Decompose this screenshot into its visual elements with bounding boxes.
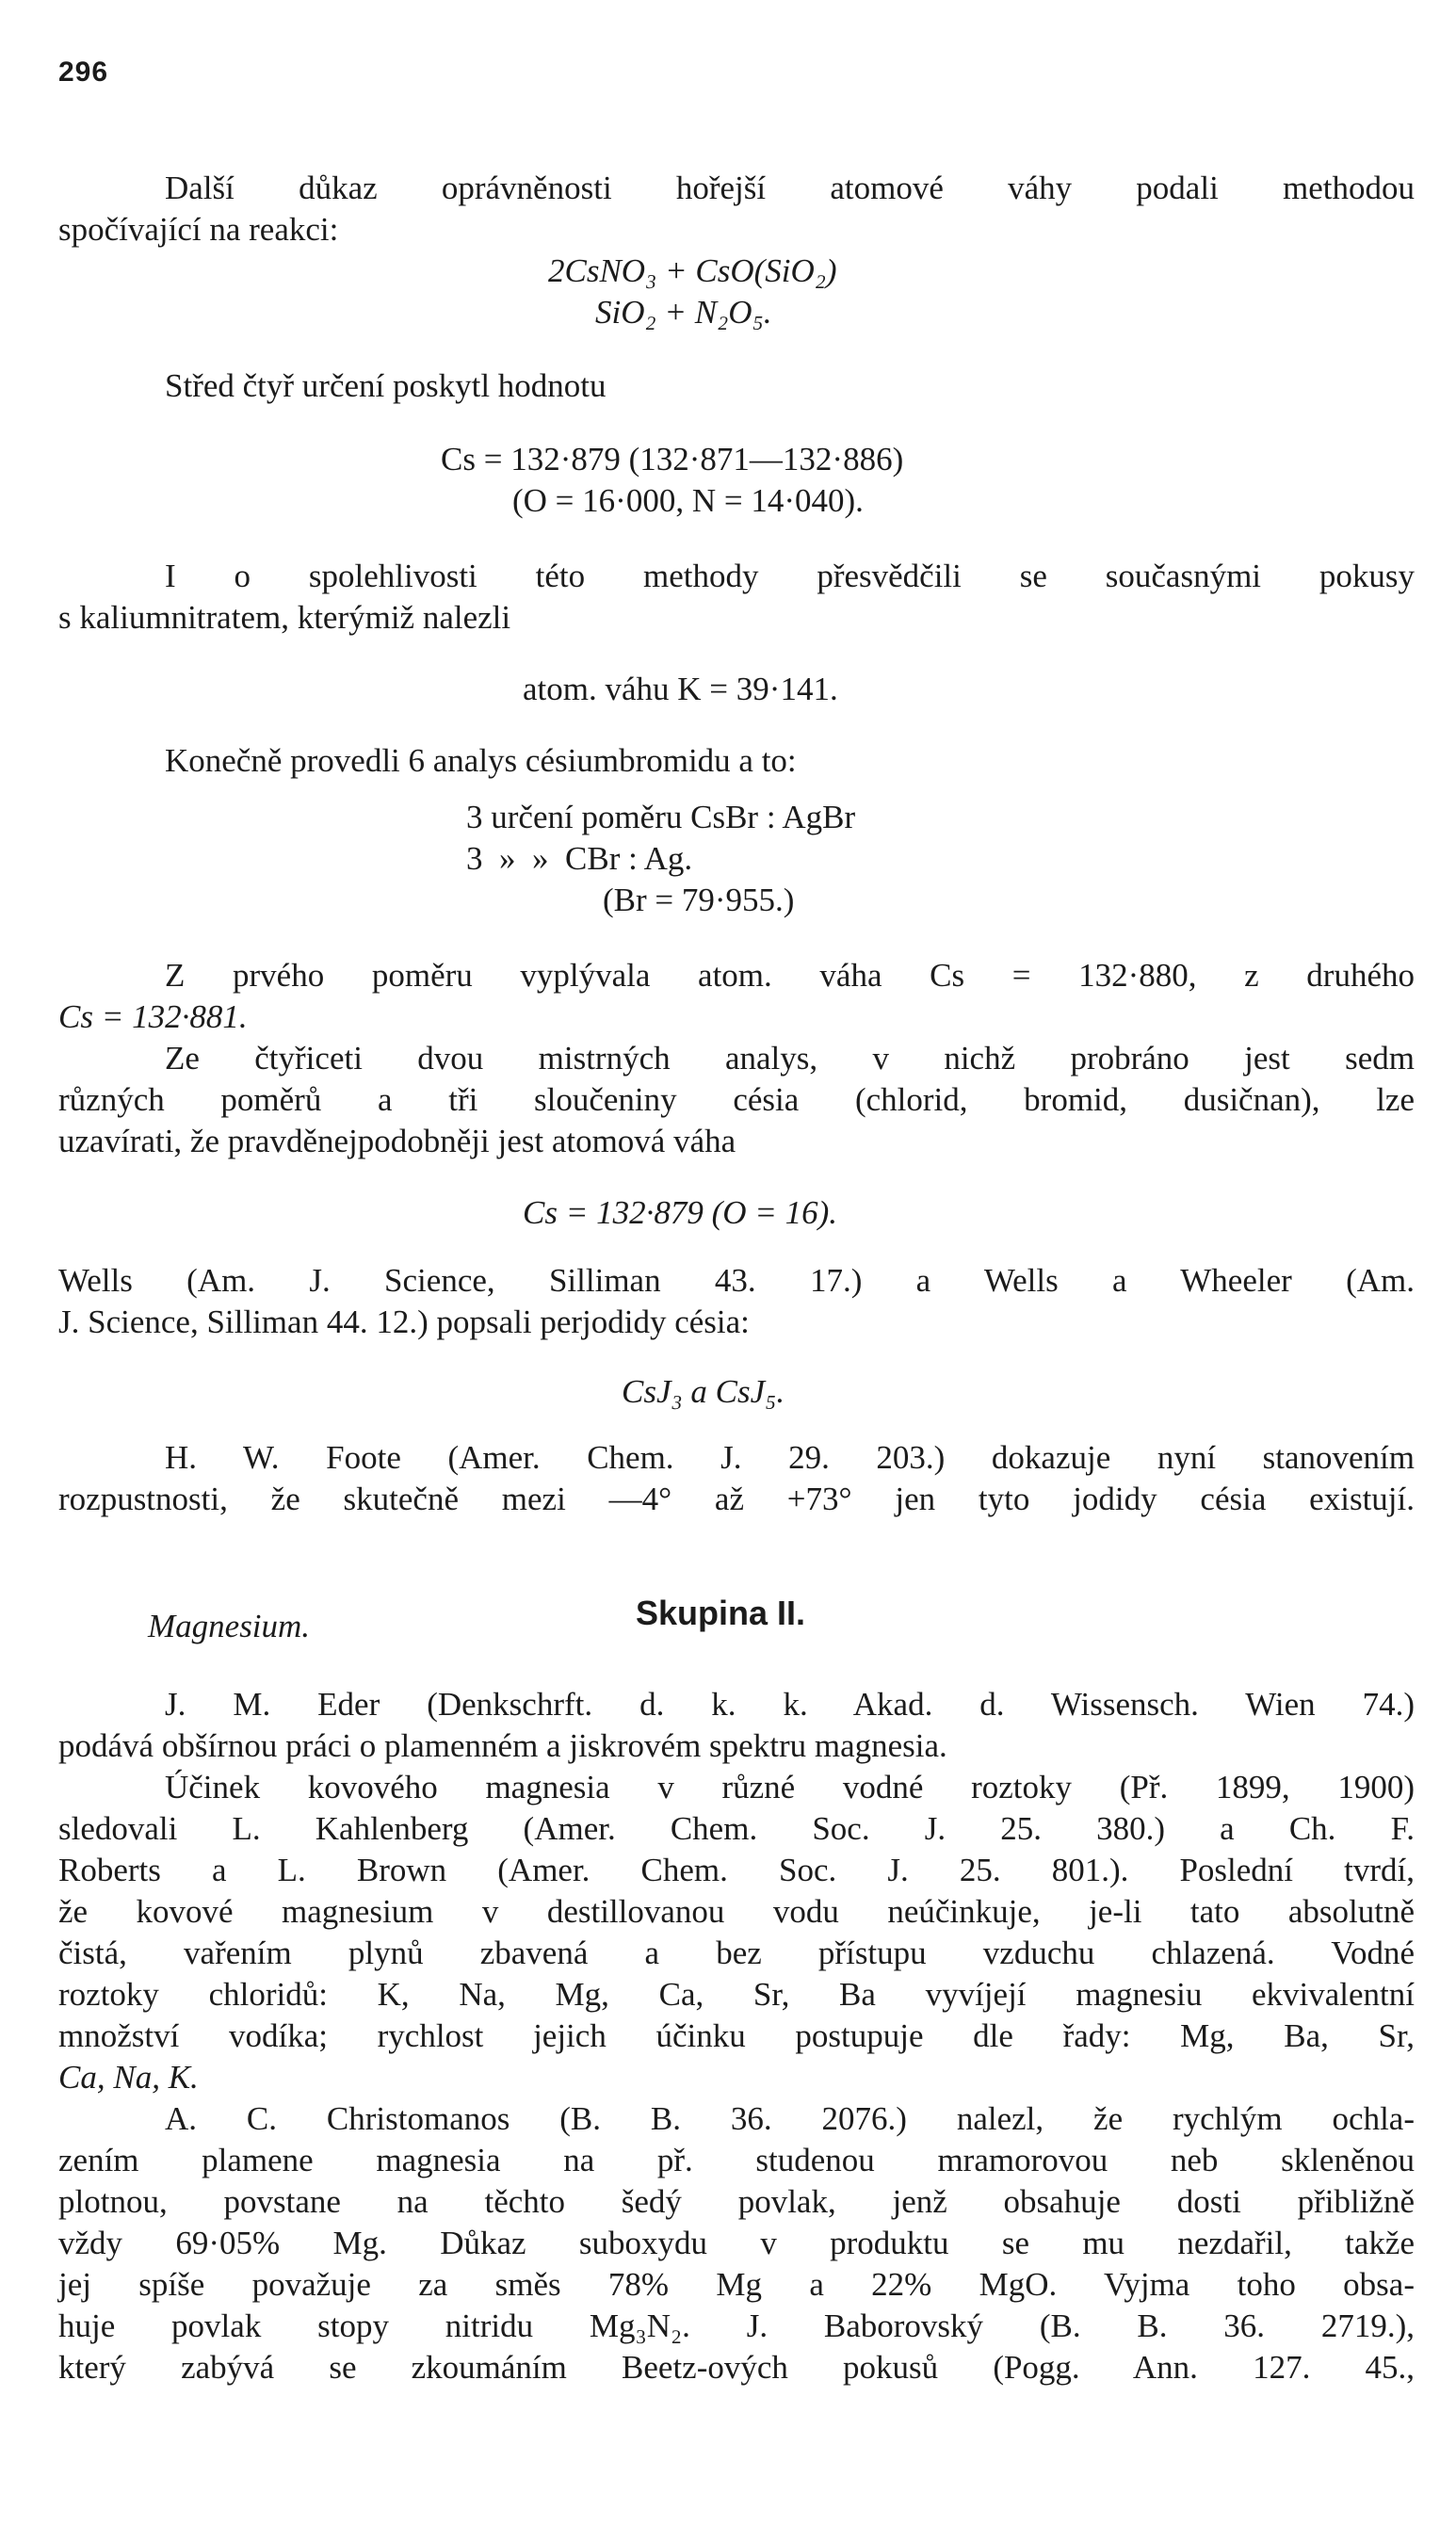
text-line: I o spolehlivosti této methody přesvědčili se současnými pokusy [165,558,1415,594]
formula-line: atom. váhu K = 39·141. [523,671,838,707]
text-line: zením plamene magnesia na př. studenou mramorovou neb skleněnou [58,2142,1415,2178]
text-line: roztoky chloridů: K, Na, Mg, Ca, Sr, Ba vyvíjejí magnesiu ekvivalentní [58,1976,1415,2013]
text-line: podává obšírnou práci o plamenném a jiskrovém spektru magnesia. [58,1727,947,1764]
text-line: uzavírati, že pravděnejpodobněji jest atomová váha [58,1123,736,1159]
formula-line: 3 určení poměru CsBr : AgBr [466,799,856,835]
text-line: spočívající na reakci: [58,211,339,248]
text-line: Ca, Na, K. [58,2059,199,2096]
text-line: který zabývá se zkoumáním Beetz-ových pokusů (Pogg. Ann. 127. 45., [58,2349,1415,2386]
text-line: Střed čtyř určení poskytl hodnotu [165,367,607,404]
text-line: huje povlak stopy nitridu Mg₃N₂. J. Baborovský (B. B. 36. 2719.), [58,2307,1415,2344]
text-line: čistá, vařením plynů zbavená a bez přístupu vzduchu chlazená. Vodné [58,1935,1415,1971]
text-line: plotnou, povstane na těchto šedý povlak, jenž obsahuje dosti přibližně [58,2183,1415,2220]
text-line: s kaliumnitratem, kterýmiž nalezli [58,599,511,636]
text-line: Wells (Am. J. Science, Silliman 43. 17.) a Wells a Wheeler (Am. [58,1262,1415,1299]
text-line: že kovové magnesium v destillovanou vodu neúčinkuje, je-li tato absolutně [58,1893,1415,1930]
element-heading: Magnesium. [148,1608,311,1644]
section-heading: Skupina II. [636,1594,806,1632]
text-line: různých poměrů a tři sloučeniny césia (chlorid, bromid, dusičnan), lze [58,1081,1415,1118]
page-number: 296 [58,57,109,88]
formula-line: 2CsNO₃ + CsO(SiO₂) [548,252,837,289]
text-line: Ze čtyřiceti dvou mistrných analys, v nichž probráno jest sedm [165,1040,1415,1077]
text-line: množství vodíka; rychlost jejich účinku postupuje dle řady: Mg, Ba, Sr, [58,2017,1415,2054]
text-line: J. M. Eder (Denkschrft. d. k. k. Akad. d. Wissensch. Wien 74.) [165,1686,1415,1723]
text-line: A. C. Christomanos (B. B. 36. 2076.) nalezl, že rychlým ochla- [165,2100,1415,2137]
formula-line: (O = 16·000, N = 14·040). [512,482,864,519]
text-line: Další důkaz oprávněnosti hořejší atomové váhy podali methodou [165,170,1415,206]
text-line: jej spíše považuje za směs 78% Mg a 22% MgO. Vyjma toho obsa- [58,2266,1415,2303]
text-line: Roberts a L. Brown (Amer. Chem. Soc. J. 25. 801.). Poslední tvrdí, [58,1852,1415,1888]
text-line: Cs = 132·881. [58,998,248,1035]
text-line: Z prvého poměru vyplývala atom. váha Cs = 132·880, z druhého [165,957,1415,994]
text-line: H. W. Foote (Amer. Chem. J. 29. 203.) dokazuje nyní stanovením [165,1439,1415,1476]
text-line: Konečně provedli 6 analys césiumbromidu a to: [165,742,797,779]
formula-line: (Br = 79·955.) [603,882,795,918]
formula-line: Cs = 132·879 (O = 16). [523,1194,838,1231]
text-line: Účinek kovového magnesia v různé vodné roztoky (Př. 1899, 1900) [165,1769,1415,1805]
text-line: vždy 69·05% Mg. Důkaz suboxydu v produktu se mu nezdařil, takže [58,2225,1415,2261]
formula-line: 3 » » CBr : Ag. [466,840,693,877]
text-line: sledovali L. Kahlenberg (Amer. Chem. Soc. J. 25. 380.) a Ch. F. [58,1810,1415,1847]
text-line: J. Science, Silliman 44. 12.) popsali perjodidy césia: [58,1303,750,1340]
formula-line: CsJ₃ a CsJ₅. [622,1373,785,1410]
text-line: rozpustnosti, že skutečně mezi —4° až +73° jen tyto jodidy césia existují. [58,1481,1415,1517]
formula-line: Cs = 132·879 (132·871—132·886) [441,441,904,478]
formula-line: SiO₂ + N₂O₅. [595,294,772,331]
